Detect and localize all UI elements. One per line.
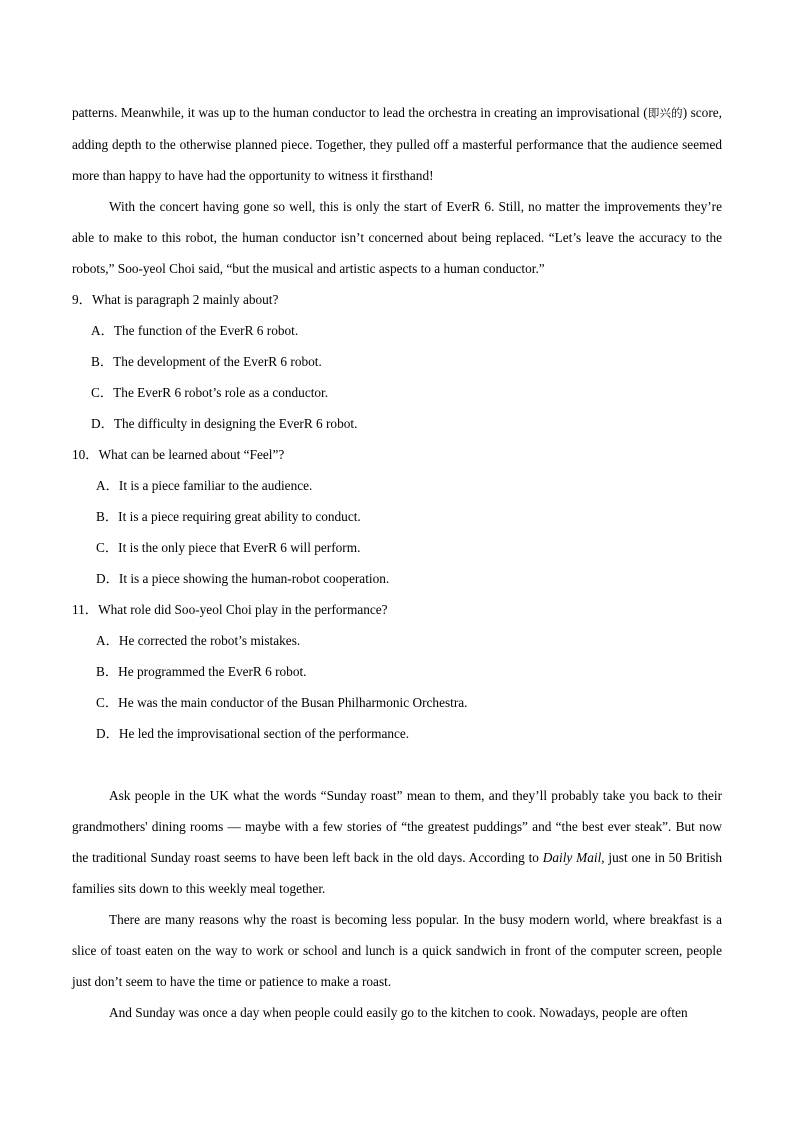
question-11-stem: 11．What role did Soo-yeol Choi play in the performance? — [72, 602, 388, 617]
question-9-option-b[interactable] — [72, 346, 722, 377]
question-9-option-d[interactable] — [72, 408, 722, 439]
option-letter: B． — [96, 664, 119, 679]
chinese-gloss: 即兴的 — [647, 106, 683, 120]
option-letter: A． — [96, 633, 119, 648]
option-text: The EverR 6 robot’s role as a conductor. — [113, 385, 329, 400]
question-9-option-c[interactable] — [72, 377, 722, 408]
passage2-paragraph1 — [72, 780, 722, 904]
question-11-option-a[interactable] — [72, 625, 722, 656]
option-letter: D． — [96, 571, 119, 586]
document-content — [72, 97, 722, 1028]
option-letter: B． — [91, 354, 114, 369]
option-text: The difficulty in designing the EverR 6 robot. — [113, 416, 358, 431]
option-text: It is a piece familiar to the audience. — [118, 478, 313, 493]
question-10-options — [72, 470, 722, 594]
text-segment: Ask people in the UK what the words “Sunday roast” mean to them, and they’ll probably take you back to their grandmothers' dining rooms — maybe with a few stories of “the greatest puddings” and “the best ever steak”. But now the traditional Sunday roast seems to have been left back in the old days. According to — [72, 788, 722, 865]
option-letter: D． — [91, 416, 114, 431]
option-text: He programmed the EverR 6 robot. — [118, 664, 307, 679]
option-text: It is a piece showing the human-robot cooperation. — [118, 571, 390, 586]
option-text: It is a piece requiring great ability to conduct. — [118, 509, 361, 524]
question-11-option-d[interactable] — [72, 718, 722, 749]
option-letter: C． — [96, 540, 119, 555]
question-10-option-b[interactable] — [72, 501, 722, 532]
option-text: The function of the EverR 6 robot. — [113, 323, 299, 338]
question-11-option-c[interactable] — [72, 687, 722, 718]
option-letter: C． — [96, 695, 119, 710]
text-segment: just one in 50 British families sits down to this weekly meal together. — [72, 850, 722, 896]
text-segment: patterns. Meanwhile, it was up to the human conductor to lead the orchestra in creating an improvisational ( — [72, 105, 648, 120]
question-9-option-a[interactable] — [72, 315, 722, 346]
option-letter: D． — [96, 726, 119, 741]
question-11-options — [72, 625, 722, 749]
option-text: It is the only piece that EverR 6 will perform. — [118, 540, 361, 555]
passage2-paragraph2: There are many reasons why the roast is becoming less popular. In the busy modern world, where breakfast is a slice of toast eaten on the way to work or school and lunch is a quick sandwich in front of the computer screen, people just don’t seem to have the time or patience to make a roast. — [72, 912, 722, 989]
question-10-option-c[interactable] — [72, 532, 722, 563]
text-segment: ) score, adding depth to the otherwise planned piece. Together, they pulled off a masterful performance that the audience seemed more than happy to have had the opportunity to witness it firsthand! — [72, 105, 722, 183]
option-text: He corrected the robot’s mistakes. — [118, 633, 301, 648]
source-title: Daily Mail, — [542, 850, 605, 865]
question-10-option-d[interactable] — [72, 563, 722, 594]
option-text: He led the improvisational section of the performance. — [118, 726, 410, 741]
option-letter: A． — [96, 478, 119, 493]
section-gap — [72, 749, 722, 780]
question-11-option-b[interactable] — [72, 656, 722, 687]
option-letter: C． — [91, 385, 114, 400]
question-9-options — [72, 315, 722, 439]
question-10-stem: 10．What can be learned about “Feel”? — [72, 447, 285, 462]
passage1-paragraph2: With the concert having gone so well, this is only the start of EverR 6. Still, no matter the improvements they’re able to make to this robot, the human conductor isn’t concerned about being replaced. “Let’s leave the accuracy to the robots,” Soo-yeol Choi said, “but the musical and artistic aspects to a human conductor.” — [72, 199, 722, 276]
question-10-option-a[interactable] — [72, 470, 722, 501]
option-text: The development of the EverR 6 robot. — [113, 354, 322, 369]
option-letter: B． — [96, 509, 119, 524]
option-text: He was the main conductor of the Busan Philharmonic Orchestra. — [118, 695, 468, 710]
passage2-paragraph3: And Sunday was once a day when people could easily go to the kitchen to cook. Nowadays, people are often — [109, 1005, 688, 1020]
option-letter: A． — [91, 323, 114, 338]
question-9-stem: 9．What is paragraph 2 mainly about? — [72, 292, 279, 307]
passage1-paragraph1 — [72, 97, 722, 191]
